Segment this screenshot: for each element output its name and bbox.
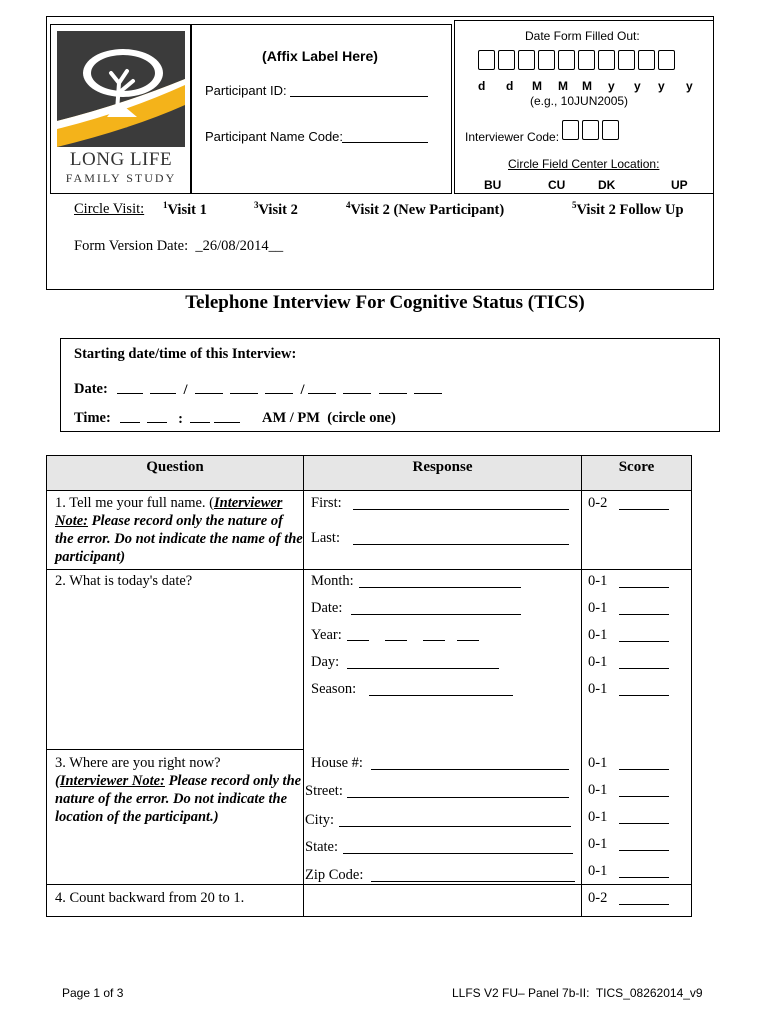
date-digit-box[interactable]	[538, 50, 555, 70]
date-format-char: M	[582, 79, 592, 93]
date-format-char: y	[686, 79, 693, 93]
col-header-score: Score	[582, 456, 691, 491]
score-q3-zip: 0-1	[588, 863, 608, 879]
date-example: (e.g., 10JUN2005)	[530, 94, 629, 108]
page-title: Telephone Interview For Cognitive Status (TICS)	[185, 292, 585, 313]
interviewer-note-label: Interviewer Note:	[59, 773, 165, 789]
score-field[interactable]	[619, 810, 669, 824]
score-q1-field[interactable]	[619, 496, 669, 510]
page-number: Page 1 of 3	[62, 986, 124, 1000]
interviewer-code-box[interactable]	[582, 120, 599, 140]
response-city-field[interactable]	[339, 813, 571, 827]
score-q2-year: 0-1	[588, 627, 608, 643]
date-digit-box[interactable]	[638, 50, 655, 70]
question-2: 2. What is today's date?	[55, 573, 193, 589]
response-date-field[interactable]	[351, 601, 521, 615]
response-house-label: House #:	[311, 755, 363, 771]
visit-option-3[interactable]	[254, 200, 298, 219]
participant-id-field[interactable]	[290, 84, 428, 97]
response-city-label: City:	[305, 812, 335, 828]
score-field[interactable]	[619, 628, 669, 642]
participant-name-code-label: Participant Name Code:	[205, 129, 344, 144]
circle-visit-label: Circle Visit:	[74, 201, 145, 217]
start-time-fields[interactable]: :	[120, 410, 240, 428]
score-q4: 0-2	[588, 890, 608, 906]
response-day-field[interactable]	[347, 655, 499, 669]
score-q2-date: 0-1	[588, 600, 608, 616]
interviewer-note-label: Interviewer Note:	[55, 495, 283, 529]
response-season-field[interactable]	[369, 682, 513, 696]
date-format-char: y	[608, 79, 615, 93]
logo-text-line2: FAMILY STUDY	[65, 171, 177, 185]
response-last-field[interactable]	[353, 531, 569, 545]
response-date-label: Date:	[311, 600, 343, 616]
score-field[interactable]	[619, 655, 669, 669]
visit-label: Visit 2	[258, 201, 298, 218]
interviewer-code-box[interactable]	[562, 120, 579, 140]
response-last-label: Last:	[311, 530, 340, 546]
ampm-selector[interactable]: AM / PM (circle one)	[262, 410, 396, 426]
visit-number: 1	[163, 200, 168, 210]
question-4: 4. Count backward from 20 to 1.	[55, 890, 245, 906]
date-digit-box[interactable]	[578, 50, 595, 70]
visit-option-4[interactable]	[346, 200, 504, 219]
date-digit-box[interactable]	[558, 50, 575, 70]
date-format-char: d	[478, 79, 486, 93]
participant-name-code-field[interactable]	[342, 130, 428, 143]
logo	[50, 24, 192, 194]
score-field[interactable]	[619, 601, 669, 615]
date-format-char: M	[532, 79, 542, 93]
document-id: LLFS V2 FU– Panel 7b-II: TICS_08262014_v9	[452, 986, 703, 1000]
visit-number: 4	[346, 200, 351, 210]
logo-text-line1: LONG LIFE	[69, 149, 173, 170]
score-q1: 0-2	[588, 495, 608, 511]
score-field[interactable]	[619, 864, 669, 878]
score-q2-day: 0-1	[588, 654, 608, 670]
score-field[interactable]	[619, 837, 669, 851]
score-q3-state: 0-1	[588, 836, 608, 852]
date-format-char: M	[558, 79, 568, 93]
score-q2-month: 0-1	[588, 573, 608, 589]
date-digit-box[interactable]	[518, 50, 535, 70]
response-zip-label: Zip Code:	[305, 867, 364, 883]
col-header-response: Response	[304, 456, 582, 491]
visit-label: Visit 2 (New Participant)	[350, 201, 505, 218]
visit-option-5[interactable]	[572, 200, 684, 219]
response-state-field[interactable]	[343, 840, 573, 854]
visit-option-1[interactable]	[163, 200, 207, 219]
response-street-field[interactable]	[347, 784, 569, 798]
response-month-field[interactable]	[359, 574, 521, 588]
response-season-label: Season:	[311, 681, 357, 697]
score-q3-city: 0-1	[588, 809, 608, 825]
response-house-field[interactable]	[371, 756, 569, 770]
visit-label: Visit 2 Follow Up	[576, 201, 684, 218]
response-day-label: Day:	[311, 654, 340, 670]
response-first-field[interactable]	[353, 496, 569, 510]
date-digit-box[interactable]	[478, 50, 495, 70]
score-field[interactable]	[619, 891, 669, 905]
center-dk[interactable]: DK	[598, 178, 616, 192]
date-format-char: y	[634, 79, 641, 93]
form-version-date: Form Version Date: _26/08/2014__	[74, 238, 284, 254]
participant-id-label: Participant ID:	[205, 83, 287, 98]
tics-table	[46, 455, 692, 917]
interviewer-code-label: Interviewer Code:	[465, 130, 560, 144]
response-state-label: State:	[305, 839, 339, 855]
score-field[interactable]	[619, 783, 669, 797]
date-digit-box[interactable]	[498, 50, 515, 70]
response-first-label: First:	[311, 495, 342, 511]
center-cu[interactable]: CU	[548, 178, 566, 192]
score-field[interactable]	[619, 682, 669, 696]
field-center-label: Circle Field Center Location:	[508, 157, 660, 171]
score-field[interactable]	[619, 574, 669, 588]
response-month-label: Month:	[311, 573, 354, 589]
response-street-label: Street:	[305, 783, 343, 799]
response-zip-field[interactable]	[371, 868, 575, 882]
score-q2-season: 0-1	[588, 681, 608, 697]
visit-number: 5	[572, 200, 577, 210]
center-up[interactable]: UP	[671, 178, 688, 192]
start-time-label: Time:	[74, 410, 111, 426]
date-digit-box[interactable]	[598, 50, 615, 70]
score-q3-house: 0-1	[588, 755, 608, 771]
date-format-char: d	[506, 79, 514, 93]
center-bu[interactable]: BU	[484, 178, 502, 192]
response-year-label: Year:	[311, 627, 342, 643]
start-heading: Starting date/time of this Interview:	[74, 346, 297, 362]
question-1: 1. Tell me your full name. (Interviewer Note: Please record only the nature of the error. Do not indicate the name of the participant)	[55, 495, 303, 565]
visit-number: 3	[254, 200, 259, 210]
interviewer-code-box[interactable]	[602, 120, 619, 140]
date-digit-box[interactable]	[658, 50, 675, 70]
affix-label-title: (Affix Label Here)	[262, 48, 378, 64]
start-date-fields[interactable]: / /	[117, 381, 442, 399]
question-3: 3. Where are you right now? (Interviewer Note: Please record only the nature of the error. Do not indicate the location of the participant.)	[55, 755, 302, 825]
date-filled-boxes[interactable]	[478, 50, 678, 75]
date-filled-label: Date Form Filled Out:	[525, 29, 640, 43]
start-date-label: Date:	[74, 381, 108, 397]
date-format-char: y	[658, 79, 665, 93]
score-field[interactable]	[619, 756, 669, 770]
response-year-fields[interactable]	[347, 628, 479, 646]
visit-label: Visit 1	[167, 201, 207, 218]
date-digit-box[interactable]	[618, 50, 635, 70]
score-q3-street: 0-1	[588, 782, 608, 798]
interviewer-code-boxes[interactable]	[562, 120, 622, 145]
col-header-question: Question	[47, 456, 304, 491]
